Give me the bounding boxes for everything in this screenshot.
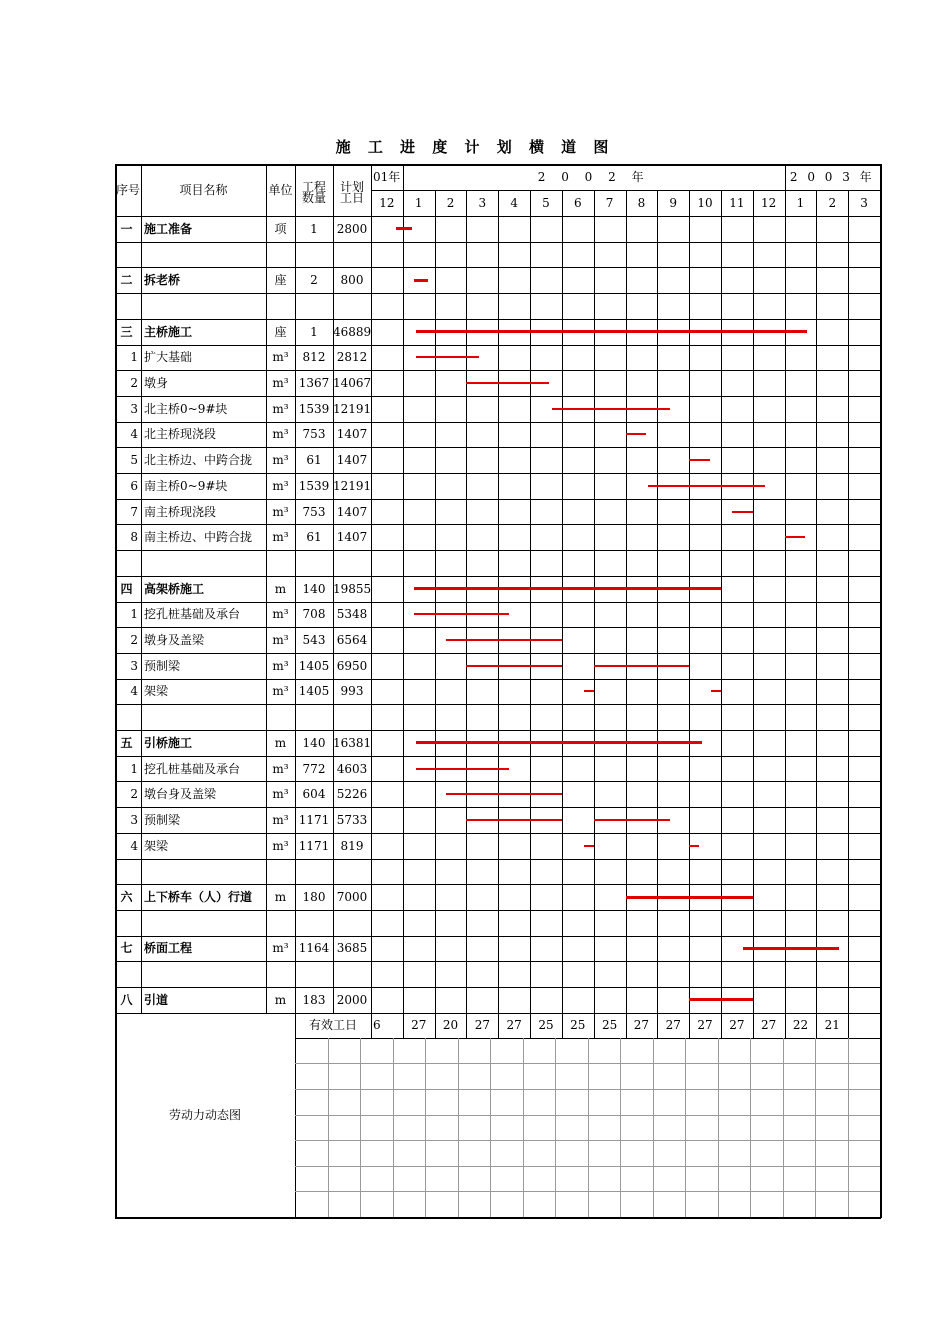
- row-seq: 7: [130, 504, 138, 519]
- year-2003: 2 0 0 3 年: [789, 170, 875, 184]
- grid-line: [115, 627, 880, 628]
- row-name: 桥面工程: [144, 941, 193, 956]
- grid-line: [685, 1038, 686, 1217]
- grid-line: [115, 807, 880, 808]
- gantt-bar: [416, 356, 480, 358]
- grid-line: [115, 961, 880, 962]
- row-seq: 1: [130, 761, 138, 776]
- row-seq: 一: [120, 221, 133, 236]
- row-qty: 1: [310, 221, 318, 236]
- grid-line: [750, 1038, 751, 1217]
- gantt-bar: [711, 690, 721, 692]
- row-qty: 183: [302, 992, 326, 1007]
- row-name: 北主桥边、中跨合拢: [144, 453, 253, 468]
- row-unit: 项: [274, 221, 287, 236]
- row-unit: 座: [274, 273, 287, 288]
- row-qty: 140: [302, 581, 326, 596]
- row-seq: 七: [120, 941, 133, 956]
- grid-line: [594, 1013, 595, 1038]
- row-seq: 二: [120, 273, 133, 288]
- gantt-bar: [446, 793, 562, 795]
- grid-line: [295, 1115, 880, 1116]
- row-seq: 3: [130, 812, 138, 827]
- gantt-bar: [414, 587, 721, 590]
- gantt-bar: [689, 998, 753, 1001]
- row-unit: m: [274, 581, 287, 596]
- row-days: 993: [340, 684, 364, 699]
- grid-line: [562, 1013, 563, 1038]
- month-label: 6: [573, 196, 582, 210]
- row-seq: 五: [120, 735, 133, 750]
- row-qty: 1405: [298, 684, 330, 699]
- effective-days-value: 22: [792, 1018, 809, 1033]
- grid-line: [115, 164, 881, 166]
- row-name: 引桥施工: [144, 735, 193, 750]
- row-unit: m³: [272, 633, 289, 648]
- grid-line: [588, 1038, 589, 1217]
- row-days: 1407: [336, 504, 368, 519]
- row-days: 5226: [336, 787, 368, 802]
- grid-line: [115, 756, 880, 757]
- row-qty: 1164: [298, 941, 330, 956]
- effective-days-value: 6: [373, 1018, 381, 1033]
- grid-line: [371, 164, 372, 1013]
- grid-line: [115, 396, 880, 397]
- row-seq: 六: [120, 890, 133, 905]
- grid-line: [721, 1013, 722, 1038]
- row-name: 挖孔桩基础及承台: [144, 761, 241, 776]
- effective-days-value: 25: [601, 1018, 618, 1033]
- row-days: 1407: [336, 453, 368, 468]
- row-seq: 4: [130, 427, 138, 442]
- row-seq: 八: [120, 992, 133, 1007]
- month-label: 12: [761, 196, 777, 210]
- month-label: 12: [379, 196, 395, 210]
- grid-line: [115, 884, 880, 885]
- row-qty: 140: [302, 735, 326, 750]
- row-name: 墩台身及盖梁: [144, 787, 217, 802]
- gantt-bar: [732, 511, 753, 513]
- header-qty: 工程数量: [301, 180, 326, 205]
- gantt-bar: [414, 279, 428, 282]
- row-days: 6950: [336, 658, 368, 673]
- row-seq: 2: [130, 633, 138, 648]
- grid-line: [689, 1013, 690, 1038]
- row-seq: 1: [130, 350, 138, 365]
- effective-days-value: 27: [665, 1018, 681, 1033]
- gantt-bar: [648, 485, 766, 487]
- effective-days-value: 21: [824, 1018, 840, 1033]
- month-label: 1: [796, 196, 805, 210]
- row-qty: 812: [302, 350, 326, 365]
- grid-line: [115, 602, 880, 603]
- gantt-bar: [466, 665, 561, 667]
- grid-line: [141, 164, 142, 1013]
- row-days: 1407: [336, 530, 368, 545]
- grid-line: [403, 1013, 404, 1038]
- row-name: 南主桥0~9#块: [144, 478, 228, 493]
- row-unit: 座: [274, 324, 287, 339]
- grid-line: [880, 164, 882, 1218]
- grid-line: [403, 164, 404, 190]
- effective-days-value: 27: [633, 1018, 650, 1033]
- gantt-bar: [446, 639, 562, 641]
- grid-line: [115, 473, 880, 474]
- effective-days-value: 27: [761, 1018, 777, 1033]
- effective-days-value: 27: [474, 1018, 490, 1033]
- grid-line: [115, 242, 880, 243]
- year-2001: 01年: [373, 170, 401, 184]
- row-days: 7000: [336, 890, 368, 905]
- row-unit: m: [274, 735, 287, 750]
- row-name: 拆老桥: [144, 273, 181, 288]
- grid-line: [295, 1089, 880, 1090]
- page-title: 施 工 进 度 计 划 横 道 图: [335, 138, 615, 156]
- grid-line: [115, 679, 880, 680]
- grid-line: [555, 1038, 556, 1217]
- grid-line: [328, 1038, 329, 1217]
- effective-days-value: 27: [697, 1018, 713, 1033]
- header-days: 计划工日: [340, 180, 365, 205]
- row-seq: 四: [120, 581, 133, 596]
- gantt-bar: [689, 459, 710, 461]
- row-days: 2812: [336, 350, 368, 365]
- row-unit: m³: [272, 812, 289, 827]
- grid-line: [785, 1013, 786, 1038]
- row-seq: 3: [130, 658, 138, 673]
- row-qty: 61: [306, 530, 322, 545]
- effective-days-label: 有效工日: [308, 1018, 357, 1033]
- grid-line: [115, 730, 880, 731]
- effective-days-value: 25: [570, 1018, 586, 1033]
- row-name: 施工准备: [144, 221, 193, 236]
- grid-line: [115, 267, 880, 268]
- month-label: 1: [414, 196, 423, 210]
- row-name: 架梁: [144, 838, 169, 853]
- row-unit: m: [274, 890, 287, 905]
- row-qty: 61: [306, 453, 322, 468]
- grid-line: [435, 1013, 436, 1038]
- row-name: 南主桥边、中跨合拢: [144, 530, 253, 545]
- row-seq: 8: [130, 530, 138, 545]
- row-unit: m³: [272, 658, 289, 673]
- grid-line: [115, 1217, 881, 1219]
- effective-days-value: 27: [506, 1018, 522, 1033]
- row-unit: m³: [272, 607, 289, 622]
- row-name: 上下桥车（人）行道: [144, 890, 253, 905]
- row-days: 12191: [333, 401, 372, 416]
- row-name: 扩大基础: [144, 350, 193, 365]
- row-unit: m³: [272, 530, 289, 545]
- header-name: 项目名称: [179, 183, 228, 197]
- gantt-bar: [626, 896, 753, 899]
- row-seq: 1: [130, 607, 138, 622]
- grid-line: [115, 859, 880, 860]
- row-name: 预制梁: [144, 658, 181, 673]
- row-seq: 2: [130, 787, 138, 802]
- grid-line: [880, 1013, 881, 1038]
- grid-line: [295, 1140, 880, 1141]
- grid-line: [115, 499, 880, 500]
- grid-line: [783, 1038, 784, 1217]
- row-name: 架梁: [144, 684, 169, 699]
- row-qty: 1171: [298, 838, 330, 853]
- row-qty: 180: [302, 890, 326, 905]
- row-unit: m³: [272, 838, 289, 853]
- grid-line: [115, 524, 880, 525]
- grid-line: [848, 1038, 849, 1217]
- row-days: 800: [340, 273, 364, 288]
- gantt-bar: [584, 690, 594, 692]
- row-days: 12191: [333, 478, 372, 493]
- grid-line: [115, 833, 880, 834]
- row-qty: 1539: [298, 478, 330, 493]
- grid-line: [785, 164, 786, 190]
- row-days: 14067: [333, 376, 372, 391]
- row-name: 挖孔桩基础及承台: [144, 607, 241, 622]
- grid-line: [115, 293, 880, 294]
- grid-line: [371, 1013, 372, 1038]
- grid-line: [115, 936, 880, 937]
- row-days: 46889: [333, 324, 372, 339]
- grid-line: [115, 345, 880, 346]
- grid-line: [848, 1013, 849, 1038]
- row-qty: 753: [302, 504, 326, 519]
- grid-line: [466, 1013, 467, 1038]
- row-name: 墩身: [144, 376, 169, 391]
- row-unit: m³: [272, 504, 289, 519]
- header-seq: 序号: [115, 183, 140, 197]
- grid-line: [816, 1013, 817, 1038]
- effective-days-value: 20: [442, 1018, 459, 1033]
- grid-line: [523, 1038, 524, 1217]
- header-unit: 单位: [268, 183, 293, 197]
- gantt-bar: [594, 819, 670, 821]
- row-name: 墩身及盖梁: [144, 633, 205, 648]
- effective-days-value: 27: [729, 1018, 745, 1033]
- grid-line: [115, 704, 880, 705]
- gantt-bar: [416, 330, 807, 333]
- row-name: 北主桥0~9#块: [144, 401, 228, 416]
- row-days: 1407: [336, 427, 368, 442]
- month-label: 3: [478, 196, 487, 210]
- grid-line: [458, 1038, 459, 1217]
- row-unit: m³: [272, 401, 289, 416]
- row-seq: 2: [130, 376, 138, 391]
- grid-line: [115, 447, 880, 448]
- month-label: 8: [637, 196, 646, 210]
- row-name: 预制梁: [144, 812, 181, 827]
- row-unit: m³: [272, 453, 289, 468]
- grid-line: [360, 1038, 361, 1217]
- row-qty: 1: [310, 324, 318, 339]
- gantt-bar: [743, 947, 838, 950]
- row-seq: 4: [130, 838, 138, 853]
- row-days: 3685: [336, 941, 368, 956]
- year-2002: 2 0 0 2 年: [537, 170, 650, 184]
- row-qty: 708: [302, 607, 326, 622]
- row-qty: 753: [302, 427, 326, 442]
- grid-line: [815, 1038, 816, 1217]
- row-qty: 604: [302, 787, 326, 802]
- row-seq: 3: [130, 401, 138, 416]
- grid-line: [115, 550, 880, 551]
- month-label: 2: [446, 196, 455, 210]
- row-unit: m³: [272, 376, 289, 391]
- month-label: 7: [605, 196, 614, 210]
- month-label: 9: [669, 196, 678, 210]
- gantt-bar: [416, 741, 702, 744]
- row-seq: 6: [130, 478, 138, 493]
- row-unit: m³: [272, 941, 289, 956]
- grid-line: [530, 1013, 531, 1038]
- row-days: 16381: [333, 735, 372, 750]
- row-days: 4603: [336, 761, 368, 776]
- grid-line: [115, 576, 880, 577]
- grid-line: [295, 1063, 880, 1064]
- row-seq: 5: [130, 453, 138, 468]
- grid-line: [115, 987, 880, 988]
- month-label: 11: [729, 196, 745, 210]
- gantt-bar: [785, 536, 806, 538]
- month-label: 10: [697, 196, 713, 210]
- gantt-bar: [689, 845, 699, 847]
- row-days: 819: [340, 838, 364, 853]
- row-unit: m³: [272, 761, 289, 776]
- effective-days-value: 25: [538, 1018, 554, 1033]
- gantt-bar: [584, 845, 594, 847]
- row-days: 5733: [336, 812, 368, 827]
- row-days: 2000: [336, 992, 368, 1007]
- grid-line: [753, 1013, 754, 1038]
- grid-line: [115, 319, 880, 320]
- row-seq: 三: [120, 324, 133, 339]
- gantt-bar: [466, 819, 561, 821]
- grid-line: [657, 1013, 658, 1038]
- month-label: 4: [510, 196, 518, 210]
- row-qty: 1171: [298, 812, 330, 827]
- grid-line: [718, 1038, 719, 1217]
- grid-line: [295, 1191, 880, 1192]
- grid-line: [295, 1166, 880, 1167]
- row-days: 6564: [336, 633, 368, 648]
- grid-line: [653, 1038, 654, 1217]
- grid-line: [115, 422, 880, 423]
- grid-line: [490, 1038, 491, 1217]
- row-unit: m³: [272, 427, 289, 442]
- gantt-bar: [466, 382, 549, 384]
- row-name: 北主桥现浇段: [144, 427, 217, 442]
- row-unit: m: [274, 992, 287, 1007]
- month-label: 3: [860, 196, 868, 210]
- month-label: 5: [542, 196, 550, 210]
- grid-line: [498, 1013, 499, 1038]
- grid-line: [115, 910, 880, 911]
- row-name: 主桥施工: [144, 324, 193, 339]
- row-unit: m³: [272, 684, 289, 699]
- row-seq: 4: [130, 684, 138, 699]
- row-name: 引道: [144, 992, 169, 1007]
- row-unit: m³: [272, 350, 289, 365]
- row-days: 2800: [336, 221, 368, 236]
- grid-line: [626, 1013, 627, 1038]
- gantt-bar: [416, 768, 510, 770]
- row-qty: 2: [310, 273, 318, 288]
- effective-days-value: 27: [411, 1018, 427, 1033]
- grid-line: [115, 370, 880, 371]
- row-qty: 1405: [298, 658, 330, 673]
- grid-line: [425, 1038, 426, 1217]
- labor-chart-label: 劳动力动态图: [168, 1107, 241, 1122]
- grid-line: [115, 653, 880, 654]
- grid-line: [620, 1038, 621, 1217]
- row-name: 高架桥施工: [144, 581, 205, 596]
- gantt-bar: [414, 613, 509, 615]
- row-days: 5348: [336, 607, 368, 622]
- gantt-bar: [594, 665, 689, 667]
- grid-line: [393, 1038, 394, 1217]
- row-unit: m³: [272, 478, 289, 493]
- month-label: 2: [828, 196, 837, 210]
- row-unit: m³: [272, 787, 289, 802]
- gantt-bar: [396, 227, 412, 230]
- row-qty: 543: [302, 633, 326, 648]
- grid-line: [115, 781, 880, 782]
- gantt-bar: [626, 433, 647, 435]
- row-qty: 1367: [298, 376, 330, 391]
- row-days: 19855: [333, 581, 372, 596]
- row-qty: 772: [302, 761, 326, 776]
- row-qty: 1539: [298, 401, 330, 416]
- gantt-bar: [552, 408, 670, 410]
- row-name: 南主桥现浇段: [144, 504, 217, 519]
